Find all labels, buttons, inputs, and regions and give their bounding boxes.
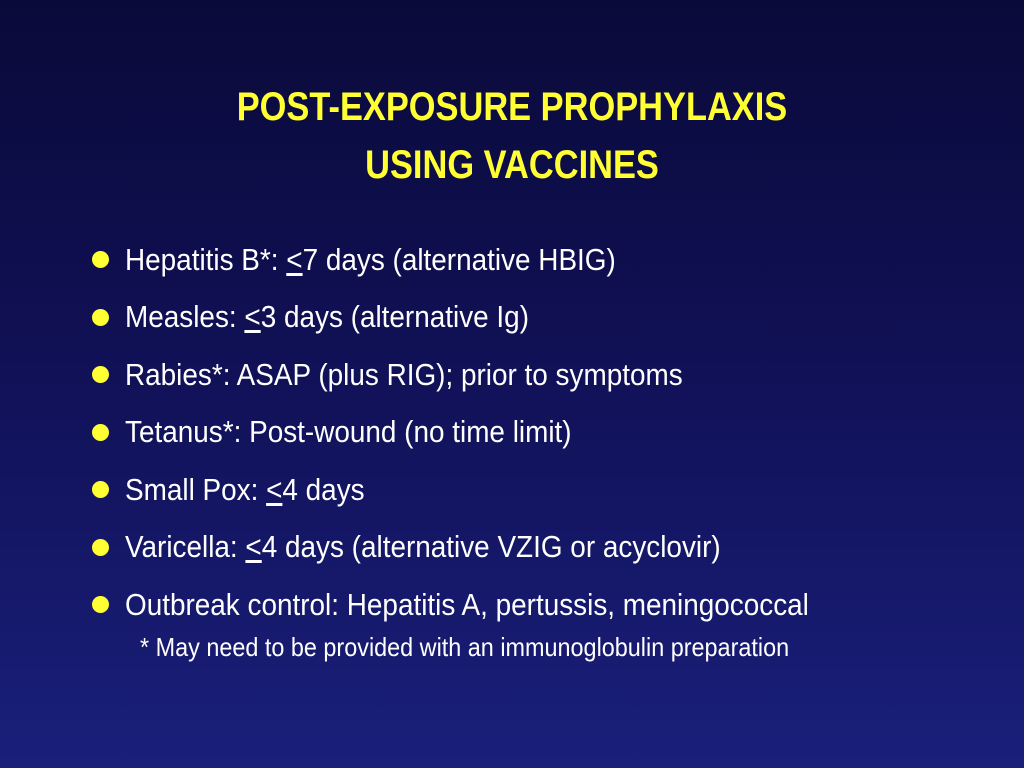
- bullet-text: Hepatitis B*: <7 days (alternative HBIG): [125, 241, 616, 277]
- bullet-item-measles: [90, 289, 1010, 347]
- bullet-dot-icon: [92, 309, 109, 326]
- bullet-text: Measles: <3 days (alternative Ig): [125, 299, 529, 335]
- bullet-dot-icon: [92, 424, 109, 441]
- bullet-item-tetanus: [90, 404, 1010, 462]
- bullet-text: Varicella: <4 days (alternative VZIG or acyclovir): [125, 529, 721, 565]
- bullet-text: Rabies*: ASAP (plus RIG); prior to symptoms: [125, 356, 683, 392]
- bullet-item-rabies: [90, 346, 1010, 404]
- bullet-dot-icon: [92, 481, 109, 498]
- title-line-2: USING VACCINES: [365, 143, 659, 187]
- bullet-dot-icon: [92, 539, 109, 556]
- bullet-dot-icon: [92, 596, 109, 613]
- slide-title: [72, 78, 953, 194]
- bullet-dot-icon: [92, 366, 109, 383]
- bullet-text: Small Pox: <4 days: [125, 471, 365, 507]
- bullet-item-varicella: [90, 519, 1010, 577]
- bullet-item-outbreak-control: [90, 576, 1010, 634]
- title-line-1: POST-EXPOSURE PROPHYLAXIS: [236, 85, 788, 129]
- bullet-list: [90, 231, 1010, 634]
- bullet-text: Outbreak control: Hepatitis A, pertussis, meningococcal: [125, 586, 809, 622]
- bullet-item-hepatitis-b: [90, 231, 1010, 289]
- bullet-dot-icon: [92, 251, 109, 268]
- bullet-item-small-pox: [90, 461, 1010, 519]
- footnote: * May need to be provided with an immunoglobulin preparation: [140, 632, 790, 662]
- bullet-text: Tetanus*: Post-wound (no time limit): [125, 414, 572, 450]
